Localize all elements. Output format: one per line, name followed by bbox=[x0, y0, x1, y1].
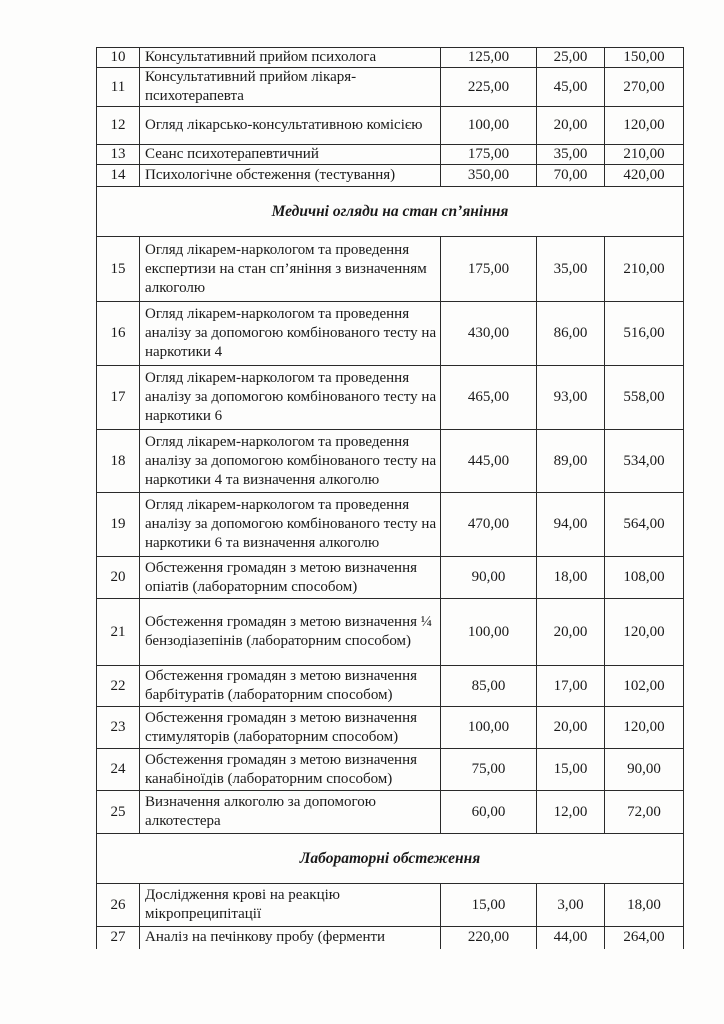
tax-value: 12,00 bbox=[537, 791, 605, 834]
section-title: Медичні огляди на стан сп’яніння bbox=[97, 187, 684, 237]
price-value: 75,00 bbox=[441, 749, 537, 791]
service-name: Визначення алкоголю за допомогою алкотестера bbox=[140, 791, 441, 834]
row-number: 16 bbox=[97, 302, 140, 366]
table-row bbox=[97, 430, 684, 493]
total-value: 564,00 bbox=[605, 493, 684, 557]
row-number: 18 bbox=[97, 430, 140, 493]
price-value: 470,00 bbox=[441, 493, 537, 557]
price-value: 85,00 bbox=[441, 666, 537, 707]
tax-value: 86,00 bbox=[537, 302, 605, 366]
row-number: 21 bbox=[97, 599, 140, 666]
row-number: 26 bbox=[97, 884, 140, 927]
table-row bbox=[97, 791, 684, 834]
service-name: Обстеження громадян з метою визначення опіатів (лабораторним способом) bbox=[140, 557, 441, 599]
price-value: 90,00 bbox=[441, 557, 537, 599]
tax-value: 15,00 bbox=[537, 749, 605, 791]
price-value: 100,00 bbox=[441, 707, 537, 749]
price-table-body bbox=[97, 48, 684, 949]
total-value: 108,00 bbox=[605, 557, 684, 599]
total-value: 210,00 bbox=[605, 145, 684, 165]
row-number: 13 bbox=[97, 145, 140, 165]
table-row bbox=[97, 145, 684, 165]
table-row bbox=[97, 237, 684, 302]
price-value: 465,00 bbox=[441, 366, 537, 430]
total-value: 102,00 bbox=[605, 666, 684, 707]
table-row bbox=[97, 302, 684, 366]
tax-value: 3,00 bbox=[537, 884, 605, 927]
row-number: 27 bbox=[97, 927, 140, 949]
total-value: 270,00 bbox=[605, 68, 684, 107]
total-value: 150,00 bbox=[605, 48, 684, 68]
total-value: 120,00 bbox=[605, 599, 684, 666]
total-value: 210,00 bbox=[605, 237, 684, 302]
table-row bbox=[97, 749, 684, 791]
tax-value: 20,00 bbox=[537, 707, 605, 749]
total-value: 420,00 bbox=[605, 165, 684, 187]
total-value: 18,00 bbox=[605, 884, 684, 927]
price-value: 225,00 bbox=[441, 68, 537, 107]
service-name: Консультативний прийом лікаря-психотерапевта bbox=[140, 68, 441, 107]
row-number: 15 bbox=[97, 237, 140, 302]
total-value: 516,00 bbox=[605, 302, 684, 366]
table-row bbox=[97, 366, 684, 430]
table-row bbox=[97, 557, 684, 599]
tax-value: 18,00 bbox=[537, 557, 605, 599]
price-value: 100,00 bbox=[441, 599, 537, 666]
service-name: Консультативний прийом психолога bbox=[140, 48, 441, 68]
tax-value: 44,00 bbox=[537, 927, 605, 949]
price-table bbox=[96, 47, 684, 949]
service-name: Огляд лікарем-наркологом та проведення експертизи на стан сп’яніння з визначенням алкоголю bbox=[140, 237, 441, 302]
row-number: 14 bbox=[97, 165, 140, 187]
row-number: 23 bbox=[97, 707, 140, 749]
row-number: 24 bbox=[97, 749, 140, 791]
row-number: 11 bbox=[97, 68, 140, 107]
total-value: 534,00 bbox=[605, 430, 684, 493]
section-header-row bbox=[97, 187, 684, 237]
tax-value: 89,00 bbox=[537, 430, 605, 493]
service-name: Обстеження громадян з метою визначення стимуляторів (лабораторним способом) bbox=[140, 707, 441, 749]
service-name: Обстеження громадян з метою визначення барбітуратів (лабораторним способом) bbox=[140, 666, 441, 707]
tax-value: 20,00 bbox=[537, 107, 605, 145]
service-name: Огляд лікарем-наркологом та проведення аналізу за допомогою комбінованого тесту на наркотики 6 та визначення алкоголю bbox=[140, 493, 441, 557]
total-value: 120,00 bbox=[605, 707, 684, 749]
row-number: 17 bbox=[97, 366, 140, 430]
service-name: Аналіз на печінкову пробу (ферменти bbox=[140, 927, 441, 949]
tax-value: 70,00 bbox=[537, 165, 605, 187]
price-value: 125,00 bbox=[441, 48, 537, 68]
service-name: Огляд лікарем-наркологом та проведення аналізу за допомогою комбінованого тесту на наркотики 4 та визначення алкоголю bbox=[140, 430, 441, 493]
total-value: 558,00 bbox=[605, 366, 684, 430]
service-name: Огляд лікарем-наркологом та проведення аналізу за допомогою комбінованого тесту на наркотики 6 bbox=[140, 366, 441, 430]
section-header-row bbox=[97, 834, 684, 884]
row-number: 22 bbox=[97, 666, 140, 707]
price-value: 100,00 bbox=[441, 107, 537, 145]
service-name: Обстеження громадян з метою визначення ¼ бензодіазепінів (лабораторним способом) bbox=[140, 599, 441, 666]
table-row bbox=[97, 107, 684, 145]
tax-value: 17,00 bbox=[537, 666, 605, 707]
tax-value: 93,00 bbox=[537, 366, 605, 430]
service-name: Психологічне обстеження (тестування) bbox=[140, 165, 441, 187]
service-name: Обстеження громадян з метою визначення канабіноїдів (лабораторним способом) bbox=[140, 749, 441, 791]
price-value: 430,00 bbox=[441, 302, 537, 366]
section-title: Лабораторні обстеження bbox=[97, 834, 684, 884]
table-row bbox=[97, 599, 684, 666]
table-row bbox=[97, 493, 684, 557]
tax-value: 35,00 bbox=[537, 237, 605, 302]
total-value: 90,00 bbox=[605, 749, 684, 791]
row-number: 10 bbox=[97, 48, 140, 68]
table-row bbox=[97, 48, 684, 68]
service-name: Огляд лікарем-наркологом та проведення аналізу за допомогою комбінованого тесту на наркотики 4 bbox=[140, 302, 441, 366]
table-row bbox=[97, 68, 684, 107]
service-name: Огляд лікарсько-консультативною комісією bbox=[140, 107, 441, 145]
price-value: 220,00 bbox=[441, 927, 537, 949]
total-value: 264,00 bbox=[605, 927, 684, 949]
service-name: Сеанс психотерапевтичний bbox=[140, 145, 441, 165]
price-value: 350,00 bbox=[441, 165, 537, 187]
table-row bbox=[97, 666, 684, 707]
service-name: Дослідження крові на реакцію мікропреципітації bbox=[140, 884, 441, 927]
total-value: 72,00 bbox=[605, 791, 684, 834]
tax-value: 35,00 bbox=[537, 145, 605, 165]
price-value: 60,00 bbox=[441, 791, 537, 834]
price-value: 175,00 bbox=[441, 237, 537, 302]
tax-value: 25,00 bbox=[537, 48, 605, 68]
tax-value: 45,00 bbox=[537, 68, 605, 107]
row-number: 25 bbox=[97, 791, 140, 834]
total-value: 120,00 bbox=[605, 107, 684, 145]
price-value: 445,00 bbox=[441, 430, 537, 493]
tax-value: 94,00 bbox=[537, 493, 605, 557]
table-row bbox=[97, 707, 684, 749]
tax-value: 20,00 bbox=[537, 599, 605, 666]
table-row bbox=[97, 165, 684, 187]
table-row bbox=[97, 927, 684, 949]
row-number: 19 bbox=[97, 493, 140, 557]
table-row bbox=[97, 884, 684, 927]
price-value: 15,00 bbox=[441, 884, 537, 927]
price-value: 175,00 bbox=[441, 145, 537, 165]
row-number: 20 bbox=[97, 557, 140, 599]
row-number: 12 bbox=[97, 107, 140, 145]
